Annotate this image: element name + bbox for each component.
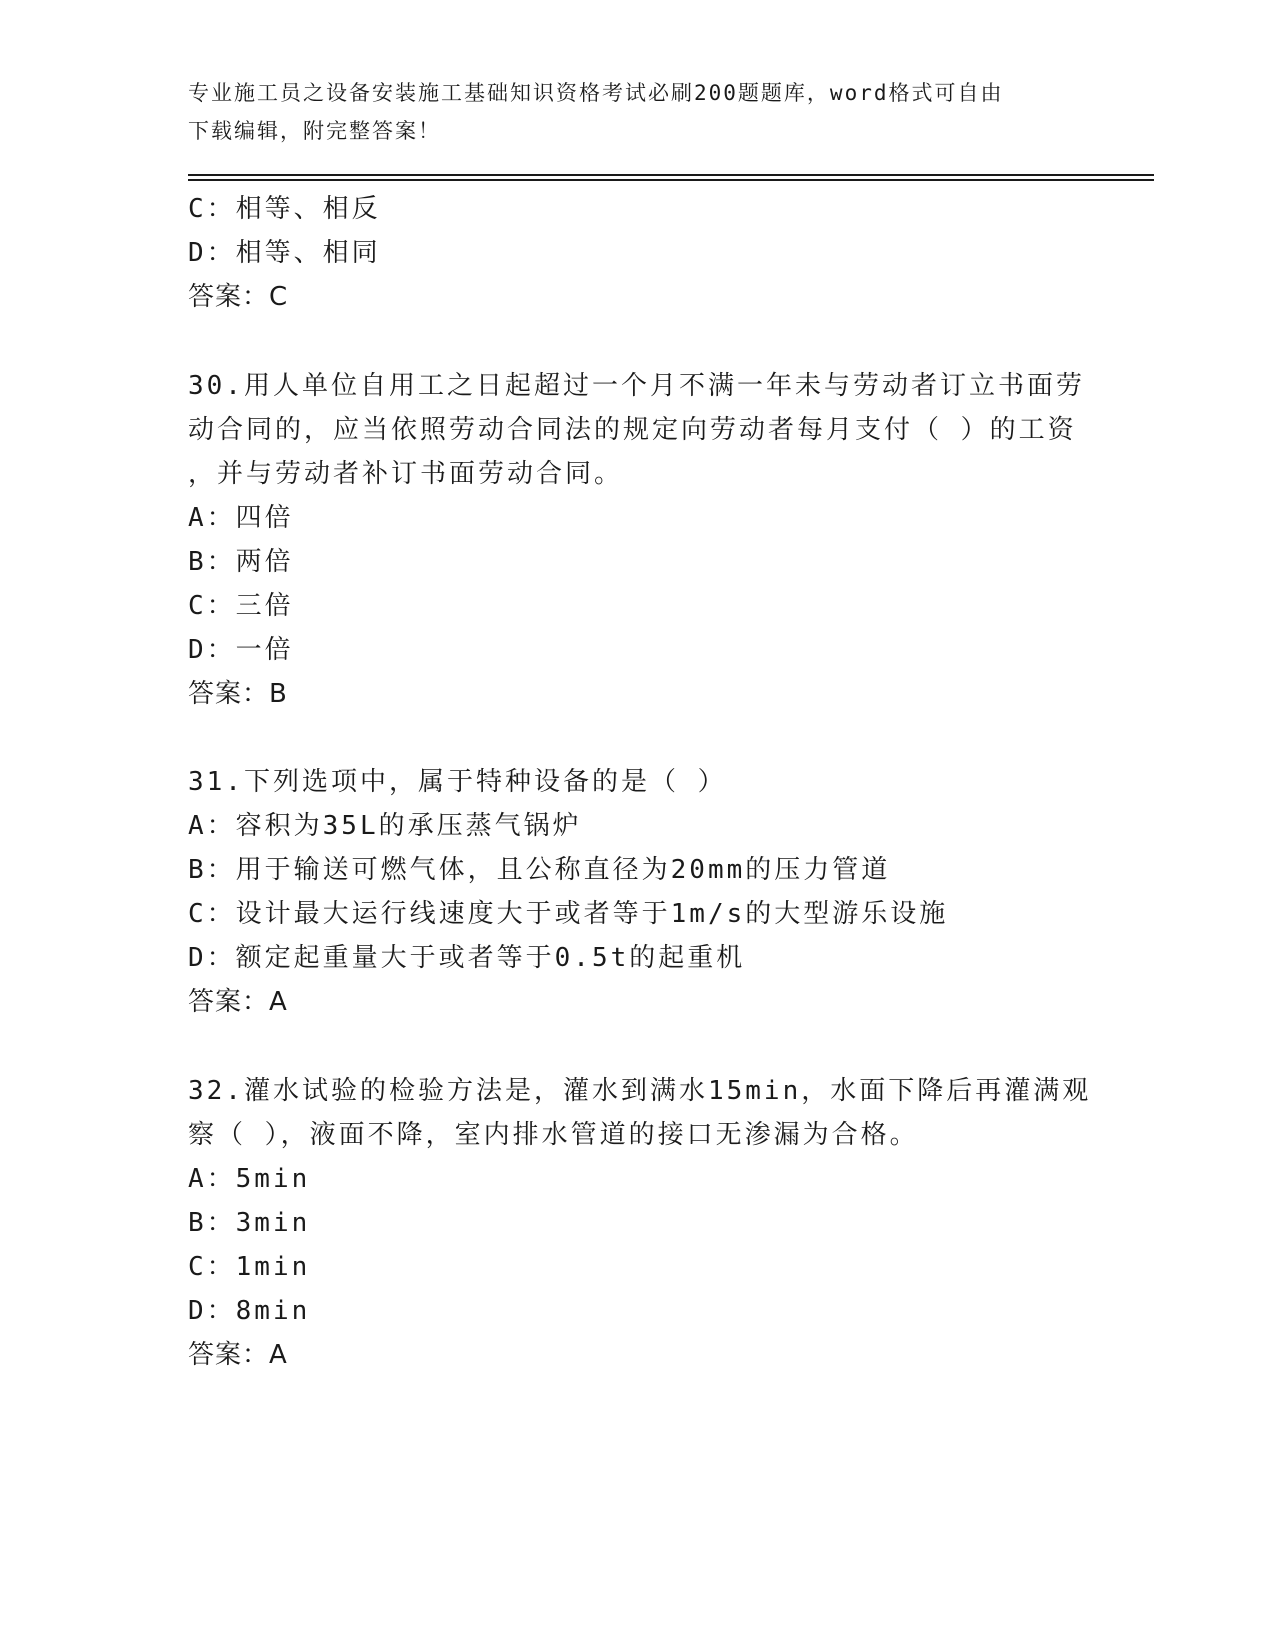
question-30-text: ，并与劳动者补订书面劳动合同。 — [188, 459, 624, 489]
document-header — [188, 74, 1088, 150]
question-30-option-b: B：两倍 — [188, 547, 294, 577]
header-line-1: 专业施工员之设备安装施工基础知识资格考试必刷200题题库，word格式可自由 — [188, 81, 1004, 105]
question-31-option-b: B：用于输送可燃气体，且公称直径为20mm的压力管道 — [188, 855, 891, 885]
question-30-text: 动合同的，应当依照劳动合同法的规定向劳动者每月支付（ ）的工资 — [188, 415, 1077, 445]
question-30-option-a: A：四倍 — [188, 503, 294, 533]
question-32-option-b: B：3min — [188, 1208, 311, 1238]
answer: 答案：C — [188, 282, 289, 312]
question-31-text: 31.下列选项中，属于特种设备的是（ ） — [188, 767, 727, 797]
question-32-option-a: A：5min — [188, 1164, 311, 1194]
question-31-option-a: A：容积为35L的承压蒸气锅炉 — [188, 811, 582, 841]
question-32-answer: 答案：A — [188, 1340, 288, 1370]
question-31-option-c: C：设计最大运行线速度大于或者等于1m/s的大型游乐设施 — [188, 899, 949, 929]
question-30-answer: 答案：B — [188, 679, 288, 709]
question-30-text: 30.用人单位自用工之日起超过一个月不满一年未与劳动者订立书面劳 — [188, 371, 1085, 401]
option-d: D：相等、相同 — [188, 238, 381, 268]
header-rule-bottom — [188, 179, 1154, 181]
question-32-option-d: D：8min — [188, 1296, 311, 1326]
question-32-text: 察（ ），液面不降，室内排水管道的接口无渗漏为合格。 — [188, 1120, 919, 1150]
header-rule-top — [188, 174, 1154, 176]
option-c: C：相等、相反 — [188, 194, 381, 224]
question-32-text: 32.灌水试验的检验方法是，灌水到满水15min，水面下降后再灌满观 — [188, 1076, 1092, 1106]
header-line-2: 下载编辑，附完整答案！ — [188, 119, 441, 143]
question-32-option-c: C：1min — [188, 1252, 311, 1282]
question-30-option-c: C：三倍 — [188, 591, 294, 621]
question-31-answer: 答案：A — [188, 987, 288, 1017]
question-31-option-d: D：额定起重量大于或者等于0.5t的起重机 — [188, 943, 746, 973]
question-30-option-d: D：一倍 — [188, 635, 294, 665]
